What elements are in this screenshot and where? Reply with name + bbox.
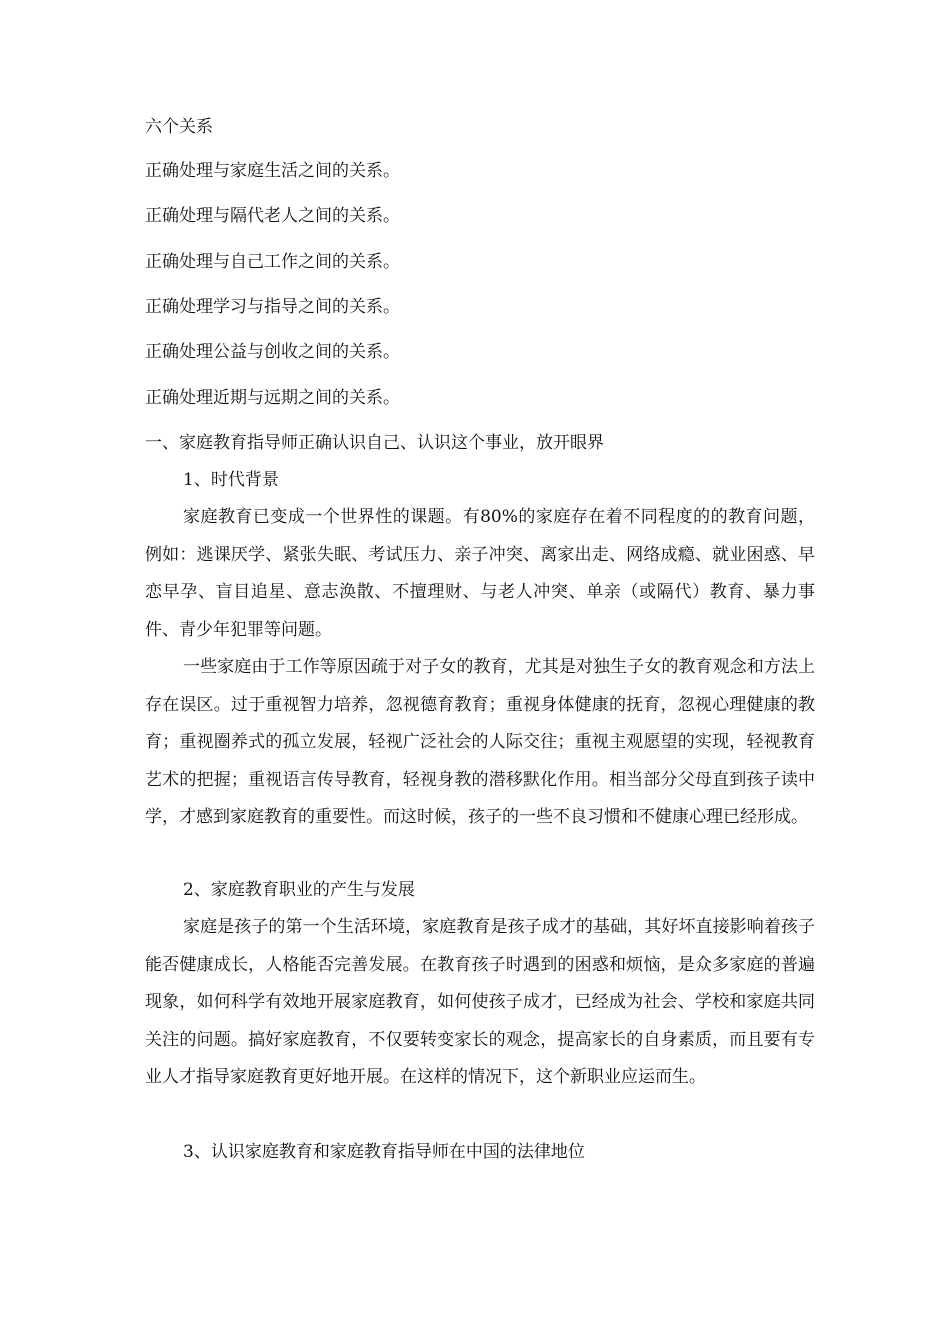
relation-item-3: 正确处理与自己工作之间的关系。 (145, 252, 400, 272)
relation-item-6: 正确处理近期与远期之间的关系。 (145, 388, 400, 408)
subsection-2-title: 2、家庭教育职业的产生与发展 (183, 880, 415, 900)
subsection-2-paragraph: 家庭是孩子的第一个生活环境，家庭教育是孩子成才的基础，其好坏直接影响着孩子能否健康成长，人格能否完善发展。在教育孩子时遇到的困惑和烦恼，是众多家庭的普遍现象，如何科学有效地开展家庭教育，如何使孩子成才，已经成为社会、学校和家庭共同关注的问题。搞好家庭教育，不仅要转变家长的观念，提高家长的自身素质，而且要有专业人才指导家庭教育更好地开展。在这样的情况下，这个新职业应运而生。 (145, 917, 815, 1087)
relation-item-1: 正确处理与家庭生活之间的关系。 (145, 161, 400, 181)
section-one-heading: 一、家庭教育指导师正确认识自己、认识这个事业，放开眼界 (145, 433, 604, 453)
subsection-1-title: 1、时代背景 (183, 470, 279, 490)
subsection-1-paragraph-1: 家庭教育已变成一个世界性的课题。有80%的家庭存在着不同程度的的教育问题，例如：逃课厌学、紧张失眠、考试压力、亲子冲突、离家出走、网络成瘾、就业困惑、早恋早孕、盲目追星、意志涣散、不擅理财、与老人冲突、单亲（或隔代）教育、暴力事件、青少年犯罪等问题。 (145, 507, 815, 640)
relation-item-2: 正确处理与隔代老人之间的关系。 (145, 206, 400, 226)
subsection-3-title: 3、认识家庭教育和家庭教育指导师在中国的法律地位 (183, 1142, 585, 1162)
heading-six-relations: 六个关系 (145, 117, 213, 137)
relation-item-4: 正确处理学习与指导之间的关系。 (145, 297, 400, 317)
relation-item-5: 正确处理公益与创收之间的关系。 (145, 342, 400, 362)
subsection-1-paragraph-2: 一些家庭由于工作等原因疏于对子女的教育，尤其是对独生子女的教育观念和方法上存在误区。过于重视智力培养，忽视德育教育；重视身体健康的抚育，忽视心理健康的教育；重视圈养式的孤立发展，轻视广泛社会的人际交往；重视主观愿望的实现，轻视教育艺术的把握；重视语言传导教育，轻视身教的潜移默化作用。相当部分父母直到孩子读中学，才感到家庭教育的重要性。而这时候，孩子的一些不良习惯和不健康心理已经形成。 (145, 657, 815, 827)
